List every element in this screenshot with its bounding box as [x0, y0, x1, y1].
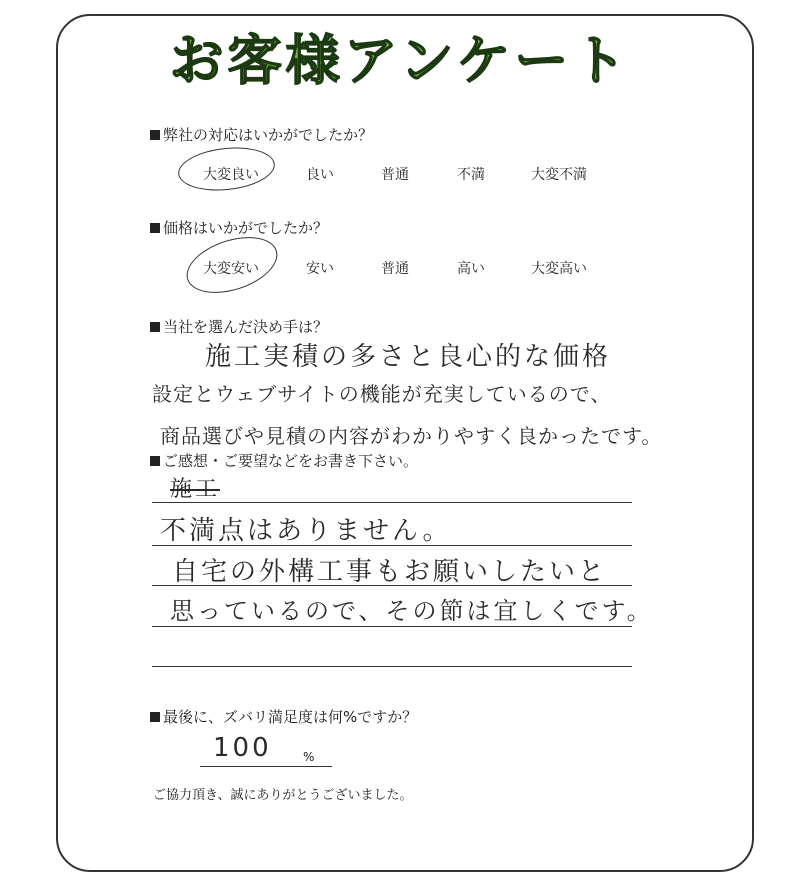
- q1-option-3: 普通: [381, 167, 409, 183]
- question-3: [150, 316, 328, 337]
- satisfaction-value: 100: [213, 733, 272, 763]
- q4-answer-line-2: 不満点はありません。: [160, 516, 452, 546]
- question-4-label: ご感想・ご要望などをお書き下さい。: [163, 452, 419, 470]
- percent-unit: %: [303, 750, 315, 764]
- q1-option-1: 大変良い: [203, 167, 259, 183]
- q2-option-5: 大変高い: [531, 261, 587, 277]
- survey-title: お客様アンケート: [169, 29, 631, 92]
- bullet-square-icon: [150, 456, 160, 466]
- q1-option-2: 良い: [306, 167, 334, 183]
- question-5: [150, 706, 417, 727]
- question-4: [150, 450, 418, 471]
- closing-message: ご協力頂き、誠にありがとうございました。: [153, 788, 413, 803]
- question-3-label: 当社を選んだ決め手は？: [163, 318, 329, 336]
- bullet-square-icon: [150, 712, 160, 722]
- q1-option-5: 大変不満: [531, 167, 587, 183]
- question-5-label: 最後に、ズバリ満足度は何%ですか？: [163, 708, 418, 726]
- q4-answer-line-3: 自宅の外構工事もお願いしたいと: [172, 557, 608, 587]
- bullet-square-icon: [150, 322, 160, 332]
- q2-option-2: 安い: [306, 261, 334, 277]
- q2-option-1: 大変安い: [203, 261, 259, 277]
- bullet-square-icon: [150, 223, 160, 233]
- q1-option-4: 不満: [457, 167, 485, 183]
- answer-rule-4: [152, 626, 632, 627]
- question-2: [150, 217, 328, 238]
- q3-answer-line-2: 設定とウェブサイトの機能が充実しているので、: [152, 382, 612, 406]
- bullet-square-icon: [150, 130, 160, 140]
- question-2-label: 価格はいかがでしたか？: [163, 219, 329, 237]
- q2-option-3: 普通: [381, 261, 409, 277]
- question-1-label: 弊社の対応はいかがでしたか？: [163, 126, 374, 144]
- answer-rule-1: [152, 502, 632, 503]
- question-1: [150, 124, 373, 145]
- q3-answer-line-3: 商品選びや見積の内容がわかりやすく良かったです。: [160, 424, 663, 448]
- answer-rule-3: [152, 585, 632, 586]
- answer-rule-5: [152, 666, 632, 667]
- satisfaction-rule: [200, 766, 332, 767]
- q2-option-4: 高い: [457, 261, 485, 277]
- q4-answer-line-1: 施工: [170, 477, 221, 502]
- answer-rule-2: [152, 545, 632, 546]
- q3-answer-line-1: 施工実積の多さと良心的な価格: [205, 342, 612, 372]
- q4-answer-line-4: 思っているので、その節は宜しくです。: [170, 597, 654, 625]
